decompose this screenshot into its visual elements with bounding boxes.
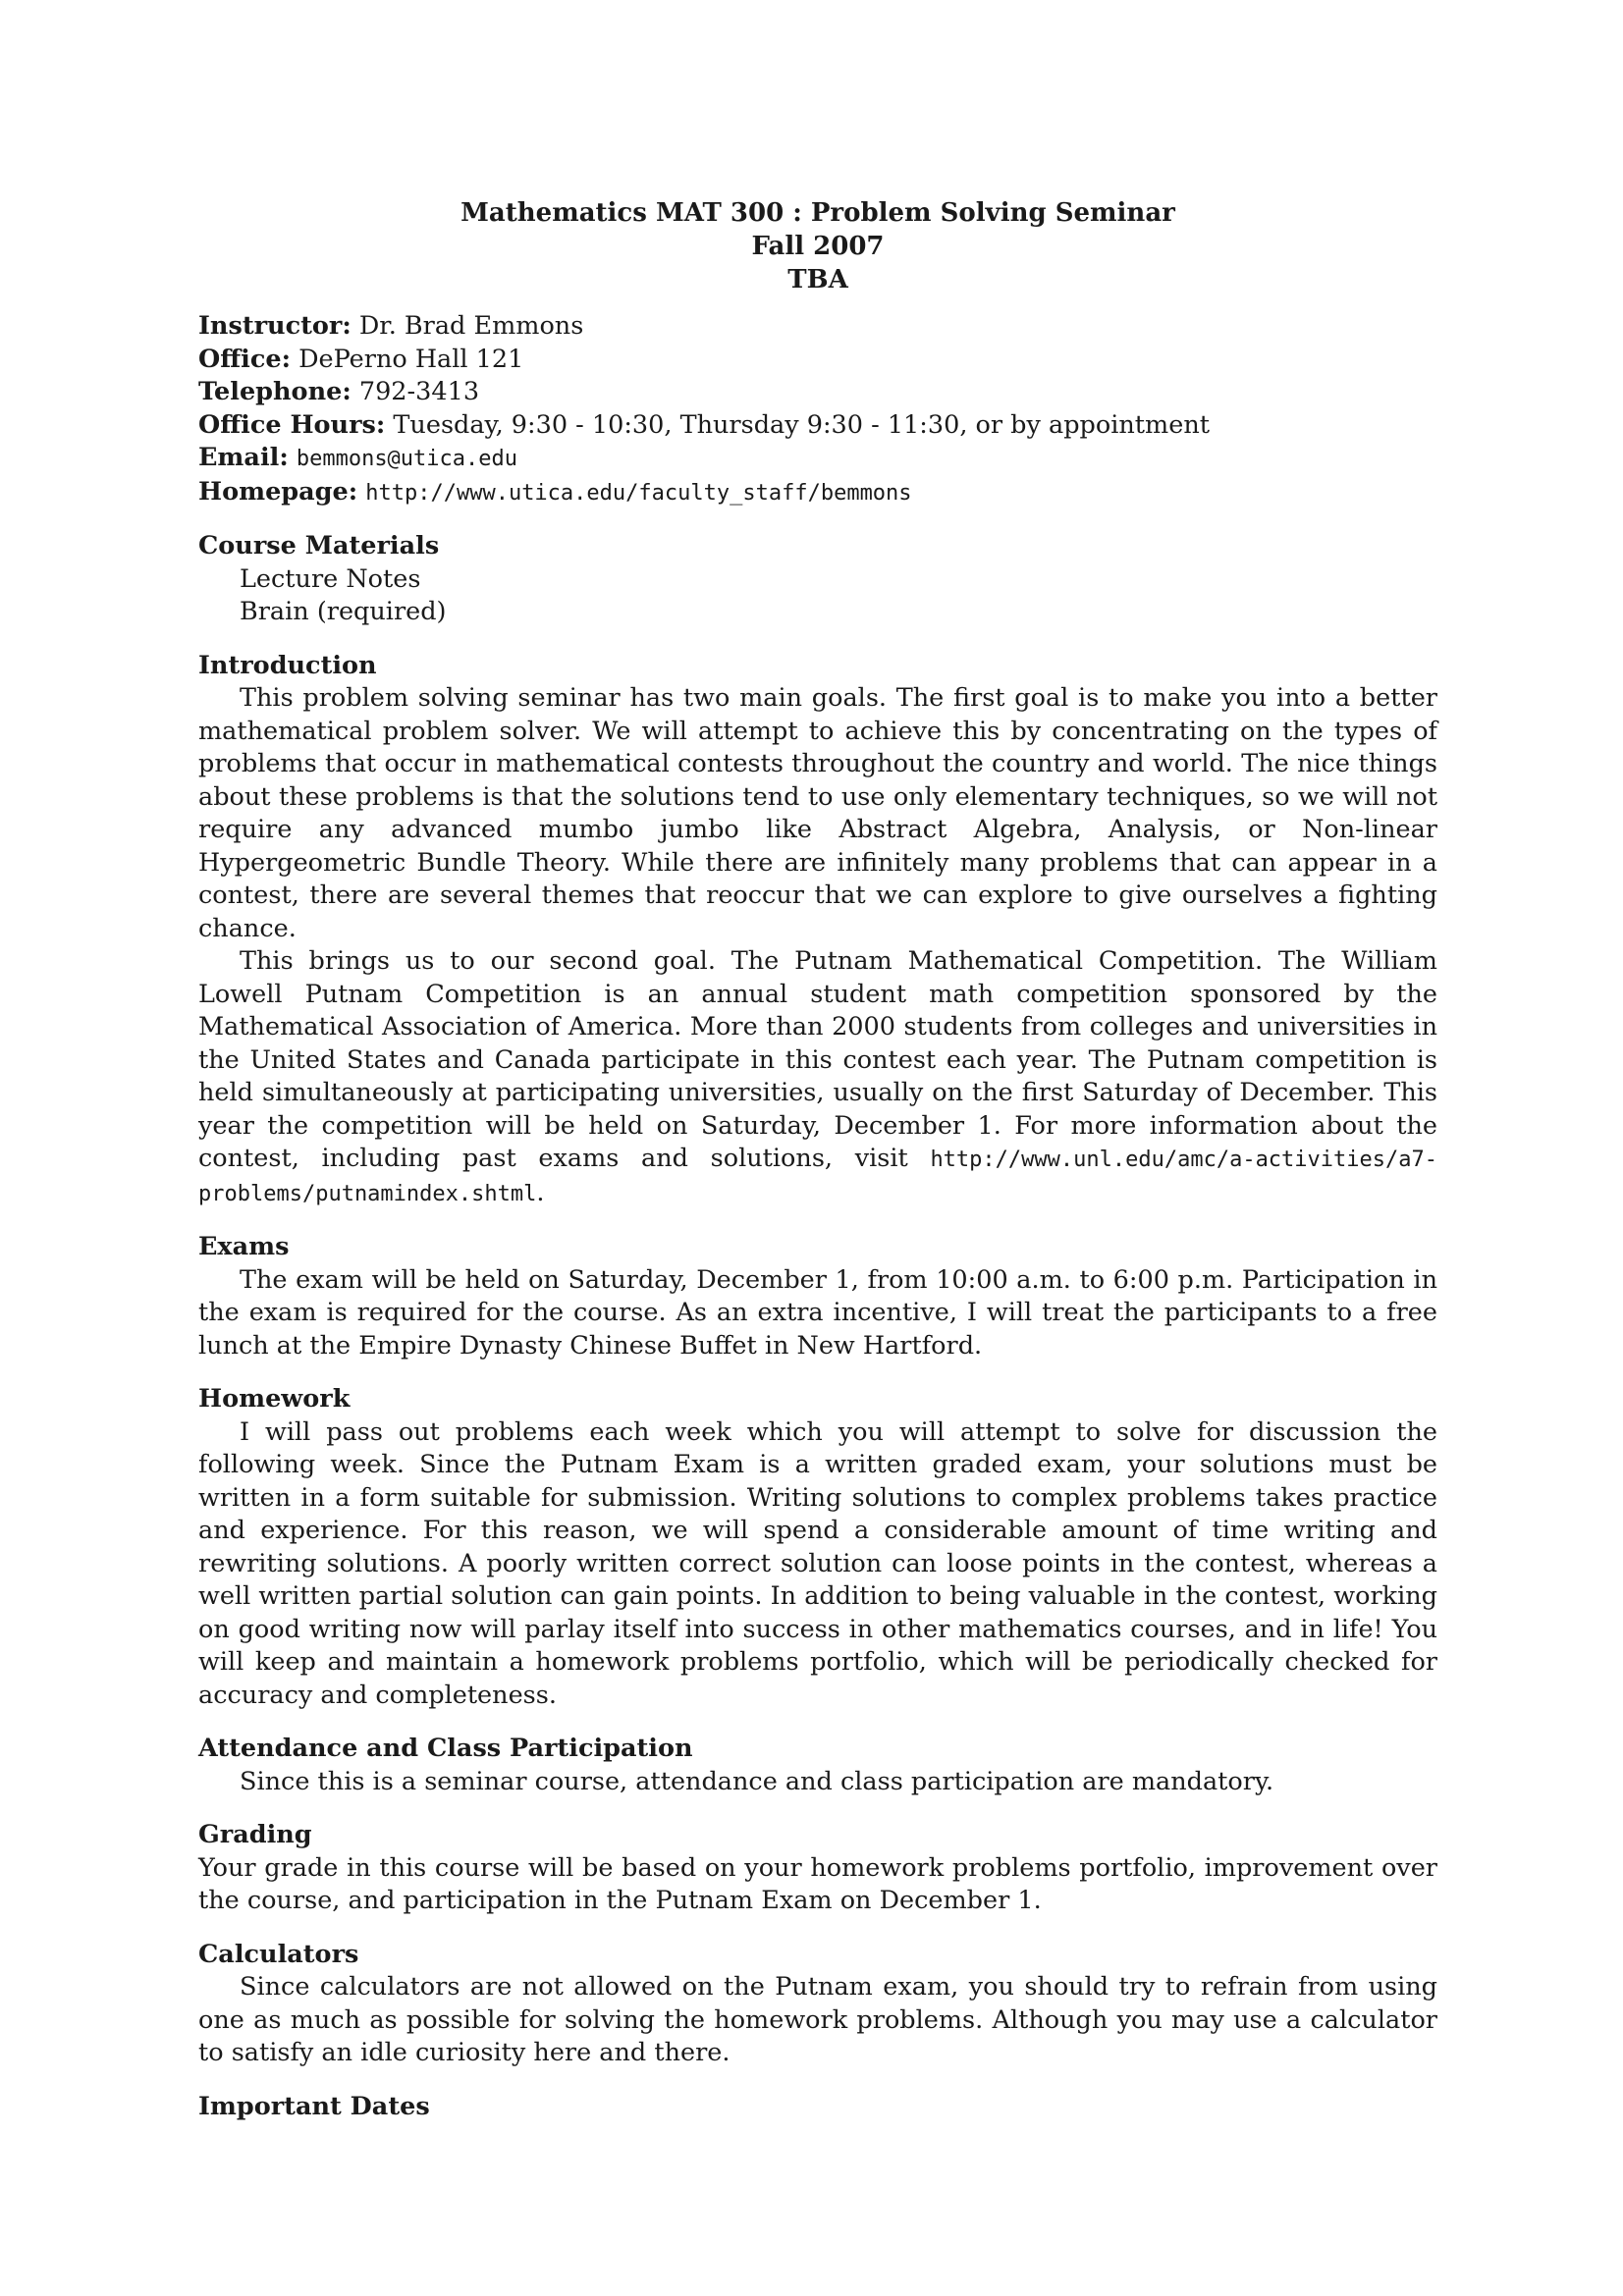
materials-item-lecture-notes: Lecture Notes [240,563,421,594]
materials-item-brain: Brain (required) [240,597,447,626]
putnam-link[interactable]: http://www.unl.edu/amc/a-activities/a7-problems/putnamindex.shtml [198,1148,1437,1206]
syllabus-page [198,196,1437,2123]
exams-heading: Exams [198,1232,290,1261]
homework-heading: Homework [198,1384,351,1414]
instructor-line [198,310,1437,344]
course-materials-heading: Course Materials [198,531,440,561]
introduction-heading: Introduction [198,650,377,680]
homework-paragraph: I will pass out problems each week which you will attempt to solve for discussion the following week. Since the Putnam Exam is a written graded exam, your solutions must be written in a form suitable for submission. Writing solutions to complex problems takes practice and experience. For this reason, we will spend a considerable amount of time writing and rewriting solutions. A poorly written correct solution can loose points in the contest, whereas a well written partial solution can gain points. In addition to being valuable in the contest, working on good writing now will parlay itself into success in other mathematics courses, and in life! You will keep and maintain a homework problems portfolio, which will be periodically checked for accuracy and completeness. [198,1416,1437,1710]
calculators-heading: Calculators [198,1939,359,1969]
office-line [198,344,1437,377]
course-materials-section [198,530,1437,629]
homepage-link[interactable]: http://www.utica.edu/faculty_staff/bemmons [365,480,912,506]
office-label: Office: [198,344,291,374]
exams-section [198,1231,1437,1362]
course-title-block [198,196,1437,296]
attendance-heading: Attendance and Class Participation [198,1734,693,1763]
introduction-paragraph-2 [198,945,1437,1210]
telephone-label: Telephone: [198,377,352,406]
email-value[interactable]: bemmons@utica.edu [296,447,518,471]
important-dates-heading: Important Dates [198,2091,430,2121]
telephone-line [198,376,1437,409]
office-hours-line [198,409,1437,443]
instructor-label: Instructor: [198,311,352,341]
course-term: Fall 2007 [751,232,885,261]
grading-heading: Grading [198,1820,312,1849]
homepage-line [198,476,1437,510]
email-label: Email: [198,443,289,472]
email-line [198,442,1437,476]
grading-section [198,1819,1437,1918]
introduction-paragraph-2-text: This brings us to our second goal. The Putnam Mathematical Competition. The William Lowell Putnam Competition is an annual student math competition sponsored by the Mathematical Association of America. More than 2000 students from colleges and universities in the United States and Canada participate in this contest each year. The Putnam competition is held simultaneously at participating universities, usually on the first Saturday of December. This year the competition will be held on Saturday, December 1. For more information about the contest, including past exams and solutions, visit [198,946,1437,1173]
attendance-section [198,1733,1437,1798]
grading-paragraph: Your grade in this course will be based on your homework problems portfolio, improvement over the course, and participation in the Putnam Exam on December 1. [198,1852,1437,1915]
calculators-paragraph: Since calculators are not allowed on the Putnam exam, you should try to refrain from using one as much as possible for solving the homework problems. Although you may use a calculator to satisfy an idle curiosity here and there. [198,1972,1437,2067]
homework-section [198,1383,1437,1712]
instructor-value: Dr. Brad Emmons [358,311,584,341]
attendance-paragraph: Since this is a seminar course, attendance and class participation are mandatory. [240,1766,1274,1796]
introduction-paragraph-2-end: . [536,1177,545,1207]
important-dates-section [198,2091,1437,2124]
introduction-section [198,650,1437,1211]
course-time: TBA [787,265,848,294]
calculators-section [198,1939,1437,2070]
office-value: DePerno Hall 121 [298,344,524,374]
exams-paragraph: The exam will be held on Saturday, December 1, from 10:00 a.m. to 6:00 p.m. Participation in the exam is required for the course. As an extra incentive, I will treat the participants to a free lunch at the Empire Dynasty Chinese Buffet in New Hartford. [198,1264,1437,1361]
introduction-paragraph-1: This problem solving seminar has two main goals. The first goal is to make you into a better mathematical problem solver. We will attempt to achieve this by concentrating on the types of problems that occur in mathematical contests throughout the country and world. The nice things about these problems is that the solutions tend to use only elementary techniques, so we will not require any advanced mumbo jumbo like Abstract Algebra, Analysis, or Non-linear Hypergeometric Bundle Theory. While there are infinitely many problems that can appear in a contest, there are several themes that reoccur that we can explore to give ourselves a fighting chance. [198,683,1437,943]
office-hours-value: Tuesday, 9:30 - 10:30, Thursday 9:30 - 11:30, or by appointment [393,409,1210,440]
telephone-value: 792-3413 [358,377,480,406]
course-title: Mathematics MAT 300 : Problem Solving Seminar [460,198,1175,228]
homepage-label: Homepage: [198,476,358,507]
office-hours-label: Office Hours: [198,409,386,440]
instructor-info [198,310,1437,509]
